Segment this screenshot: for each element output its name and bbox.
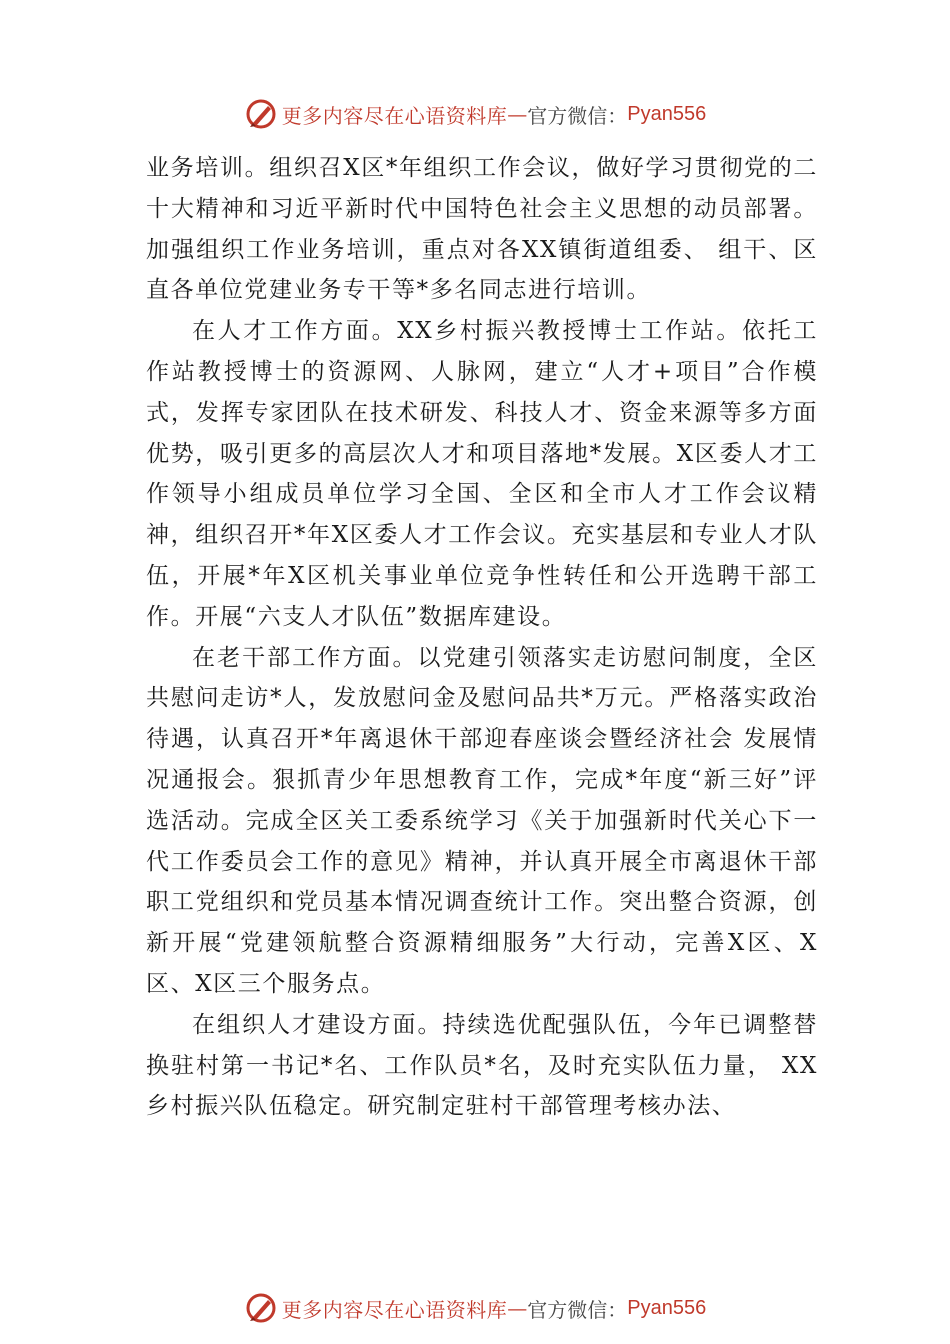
watermark-separator: — xyxy=(507,1296,528,1320)
watermark-separator: — xyxy=(507,102,528,126)
watermark-wechat-id: Pyan556 xyxy=(627,102,707,125)
footer-watermark xyxy=(0,1288,950,1328)
paragraph-talent-work: 在人才工作方面。XX乡村振兴教授博士工作站。依托工作站教授博士的资源网、人脉网，建立“人才+项目”合作模式，发挥专家团队在技术研发、科技人才、资金来源等多方面优势，吸引更多的高层次人才和项目落地*发展。X区委人才工作领导小组成员单位学习全国、全区和全市人才工作会议精神，组织召开*年X区委人才工作会议。充实基层和专业人才队伍，开展*年X区机关事业单位竞争性转任和公开选聘干部工作。开展“六支人才队伍”数据库建设。 xyxy=(146,318,818,630)
watermark-label: 官方微信： xyxy=(527,1297,628,1322)
paragraph-veteran-cadre-work: 在老干部工作方面。以党建引领落实走访慰问制度，全区共慰问走访*人，发放慰问金及慰问品共*万元。严格落实政治待遇，认真召开*年离退休干部迎春座谈会暨经济社会 发展情况通报会。狠抓青少年思想教育工作，完成*年度“新三好”评选活动。完成全区关工委系统学习《关于加强新时代关心下一代工作委员会工作的意见》精神，并认真开展全市离退休干部职工党组织和党员基本情况调查统计工作。突出整合资源，创新开展“党建领航整合资源精细服务”大行动，完善X区、X区、X区三个服务点。 xyxy=(146,644,818,997)
watermark-wechat-id: Pyan556 xyxy=(627,1296,707,1319)
document-body xyxy=(146,148,818,1127)
watermark-brand: 更多内容尽在心语资料库 xyxy=(281,103,508,128)
pen-logo-icon xyxy=(244,1291,278,1325)
pen-logo-icon xyxy=(244,97,278,131)
header-watermark xyxy=(0,94,950,134)
watermark-brand: 更多内容尽在心语资料库 xyxy=(281,1297,508,1322)
watermark-label: 官方微信： xyxy=(527,103,628,128)
paragraph-continuation: 业务培训。组织召X区*年组织工作会议，做好学习贯彻党的二十大精神和习近平新时代中国特色社会主义思想的动员部署。加强组织工作业务培训，重点对各XX镇街道组委、 组干、区直各单位党建业务专干等*多名同志进行培训。 xyxy=(146,155,818,304)
paragraph-organization-talent-building: 在组织人才建设方面。持续选优配强队伍，今年已调整替换驻村第一书记*名、工作队员*名，及时充实队伍力量， XX乡村振兴队伍稳定。研究制定驻村干部管理考核办法、 xyxy=(146,1011,818,1120)
